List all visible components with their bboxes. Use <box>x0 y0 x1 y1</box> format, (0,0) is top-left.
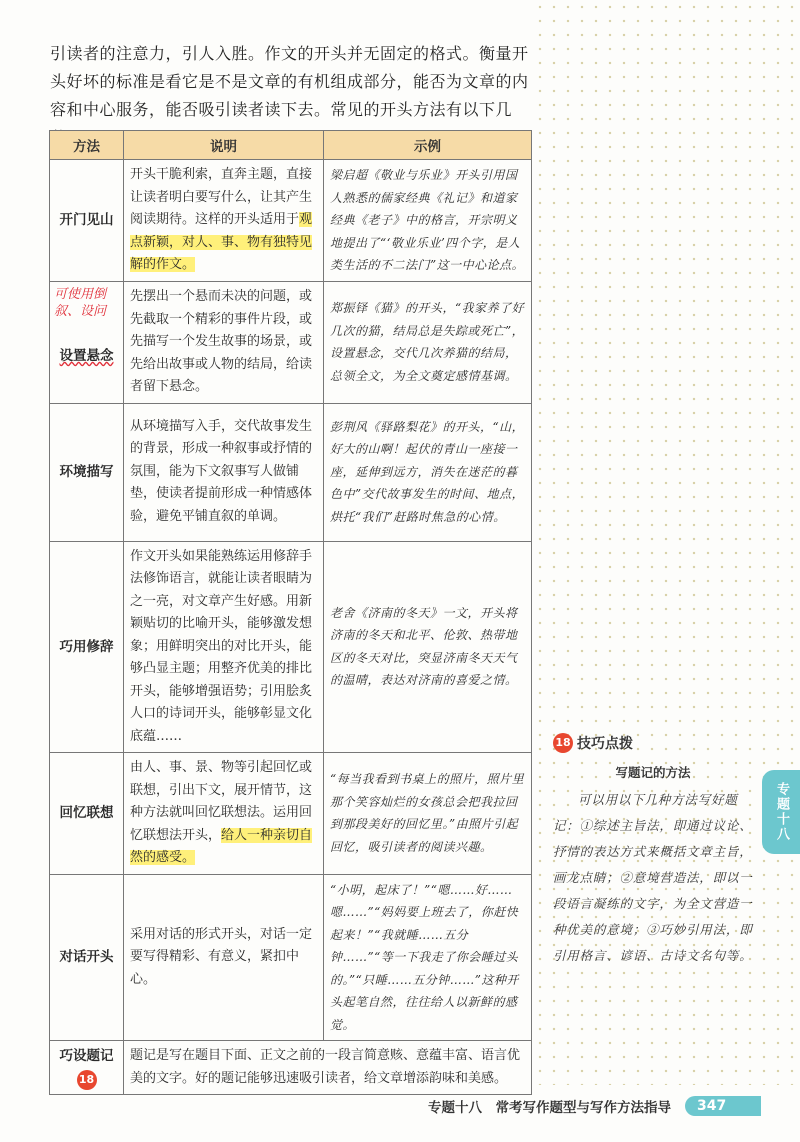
highlighted-text: 观点新颖，对人、事、物有独特见解的作文。 <box>130 212 313 273</box>
methods-table <box>49 130 532 1095</box>
method-description: 采用对话的形式开头，对话一定要写得精彩、有意义，紧扣中心。 <box>124 874 324 1041</box>
method-cell <box>50 282 124 404</box>
method-example: 老舍《济南的冬天》一文，开头将济南的冬天和北平、伦敦、热带地区的冬天对比，突显济南冬天天气的温晴，表达对济南的喜爱之情。 <box>324 541 532 753</box>
method-description <box>124 753 324 875</box>
method-example: “小明，起床了！”“嗯……好……嗯……”“妈妈要上班去了，你赶快起来！”“我就睡……五分钟……”“等一下我走了你会睡过头的。”“只睡……五分钟……”这种开头起笔自然，往往给人以新鲜的感觉。 <box>324 874 532 1041</box>
table-row <box>50 282 532 404</box>
footer-title: 专题十八 常考写作题型与写作方法指导 <box>428 1100 671 1116</box>
method-name: 开门见山 <box>50 160 124 282</box>
table-row <box>50 753 532 875</box>
method-example: 梁启超《敬业与乐业》开头引用国人熟悉的儒家经典《礼记》和道家经典《老子》中的格言，开宗明义地提出了“‘敬业乐业’四个字，是人类生活的不二法门”这一中心论点。 <box>324 160 532 282</box>
header-example: 示例 <box>324 131 532 160</box>
method-name: 对话开头 <box>50 874 124 1041</box>
handwritten-note: 可使用倒叙、设问 <box>54 287 107 319</box>
tip-subtitle: 写题记的方法 <box>615 765 691 780</box>
table-row <box>50 874 532 1041</box>
method-description <box>124 160 324 282</box>
chapter-side-tab: 专题十八 <box>762 770 800 854</box>
table-row <box>50 541 532 753</box>
tip-box <box>553 733 753 969</box>
page-footer <box>428 1096 761 1116</box>
tip-heading-label: 技巧点拨 <box>577 736 633 752</box>
header-method: 方法 <box>50 131 124 160</box>
method-name: 回忆联想 <box>50 753 124 875</box>
tip-number-badge: 18 <box>553 733 573 753</box>
method-cell <box>50 1041 124 1095</box>
method-example: “每当我看到书桌上的照片，照片里那个笑容灿烂的女孩总会把我拉回到那段美好的回忆里。”由照片引起回忆，吸引读者的阅读兴趣。 <box>324 753 532 875</box>
table-header-row <box>50 131 532 160</box>
intro-paragraph: 引读者的注意力，引人入胜。作文的开头并无固定的格式。衡量开头好坏的标准是看它是不是文章的有机组成部分，能否为文章的内容和中心服务，能否吸引读者读下去。常见的开头方法有以下几 <box>50 44 529 119</box>
method-description: 先摆出一个悬而未决的问题，或先截取一个精彩的事件片段，或先描写一个发生故事的场景，或先给出故事或人物的结局，给读者留下悬念。 <box>124 282 324 404</box>
tip-heading <box>553 733 753 753</box>
method-example: 彭荆风《驿路梨花》的开头，“山，好大的山啊！起伏的青山一座接一座，延伸到远方，消失在迷茫的暮色中”交代故事发生的时间、地点，烘托“我们”赶路时焦急的心情。 <box>324 403 532 541</box>
table-row <box>50 1041 532 1095</box>
table-row <box>50 160 532 282</box>
method-name: 设置悬念 <box>59 348 114 364</box>
page-number: 347 <box>685 1096 761 1116</box>
number-badge: 18 <box>77 1070 97 1090</box>
description-text: 由人、事、景、物等引起回忆或联想，引出下文，展开情节，这种方法就叫回忆联想法。运用回忆联想法开头， <box>130 760 313 843</box>
tip-body: 可以用以下几种方法写好题记：①综述主旨法，即通过议论、抒情的表达方式来概括文章主旨，画龙点睛；②意境营造法，即以一段语言凝练的文字，为全文营造一种优美的意境；③巧妙引用法，即引用格言、谚语、古诗文名句等。 <box>553 792 753 963</box>
highlighted-text: 给人一种亲切自然的感受。 <box>130 827 313 865</box>
method-name: 环境描写 <box>50 403 124 541</box>
method-description: 从环境描写入手，交代故事发生的背景，形成一种叙事或抒情的氛围，能为下文叙事写人做铺垫，使读者提前形成一种情感体验，避免平铺直叙的单调。 <box>124 403 324 541</box>
method-example: 郑振铎《猫》的开头，“我家养了好几次的猫，结局总是失踪或死亡”，设置悬念，交代几次养猫的结局，总领全文，为全文奠定感情基调。 <box>324 282 532 404</box>
header-description: 说明 <box>124 131 324 160</box>
table-row <box>50 403 532 541</box>
method-name: 巧用修辞 <box>50 541 124 753</box>
method-name: 巧设题记 <box>59 1048 114 1064</box>
method-description: 作文开头如果能熟练运用修辞手法修饰语言，就能让读者眼睛为之一亮，对文章产生好感。用新颖贴切的比喻开头，能够激发想象；用鲜明突出的对比开头，能够凸显主题；用整齐优美的排比开头，能够增强语势；引用脍炙人口的诗词开头，能够彰显文化底蕴…… <box>124 541 324 753</box>
method-description: 题记是写在题目下面、正文之前的一段言简意赅、意蕴丰富、语言优美的文字。好的题记能够迅速吸引读者，给文章增添韵味和美感。 <box>124 1041 532 1095</box>
description-text: 开头干脆利索，直奔主题，直接让读者明白要写什么，让其产生阅读期待。这样的开头适用于 <box>130 167 313 228</box>
